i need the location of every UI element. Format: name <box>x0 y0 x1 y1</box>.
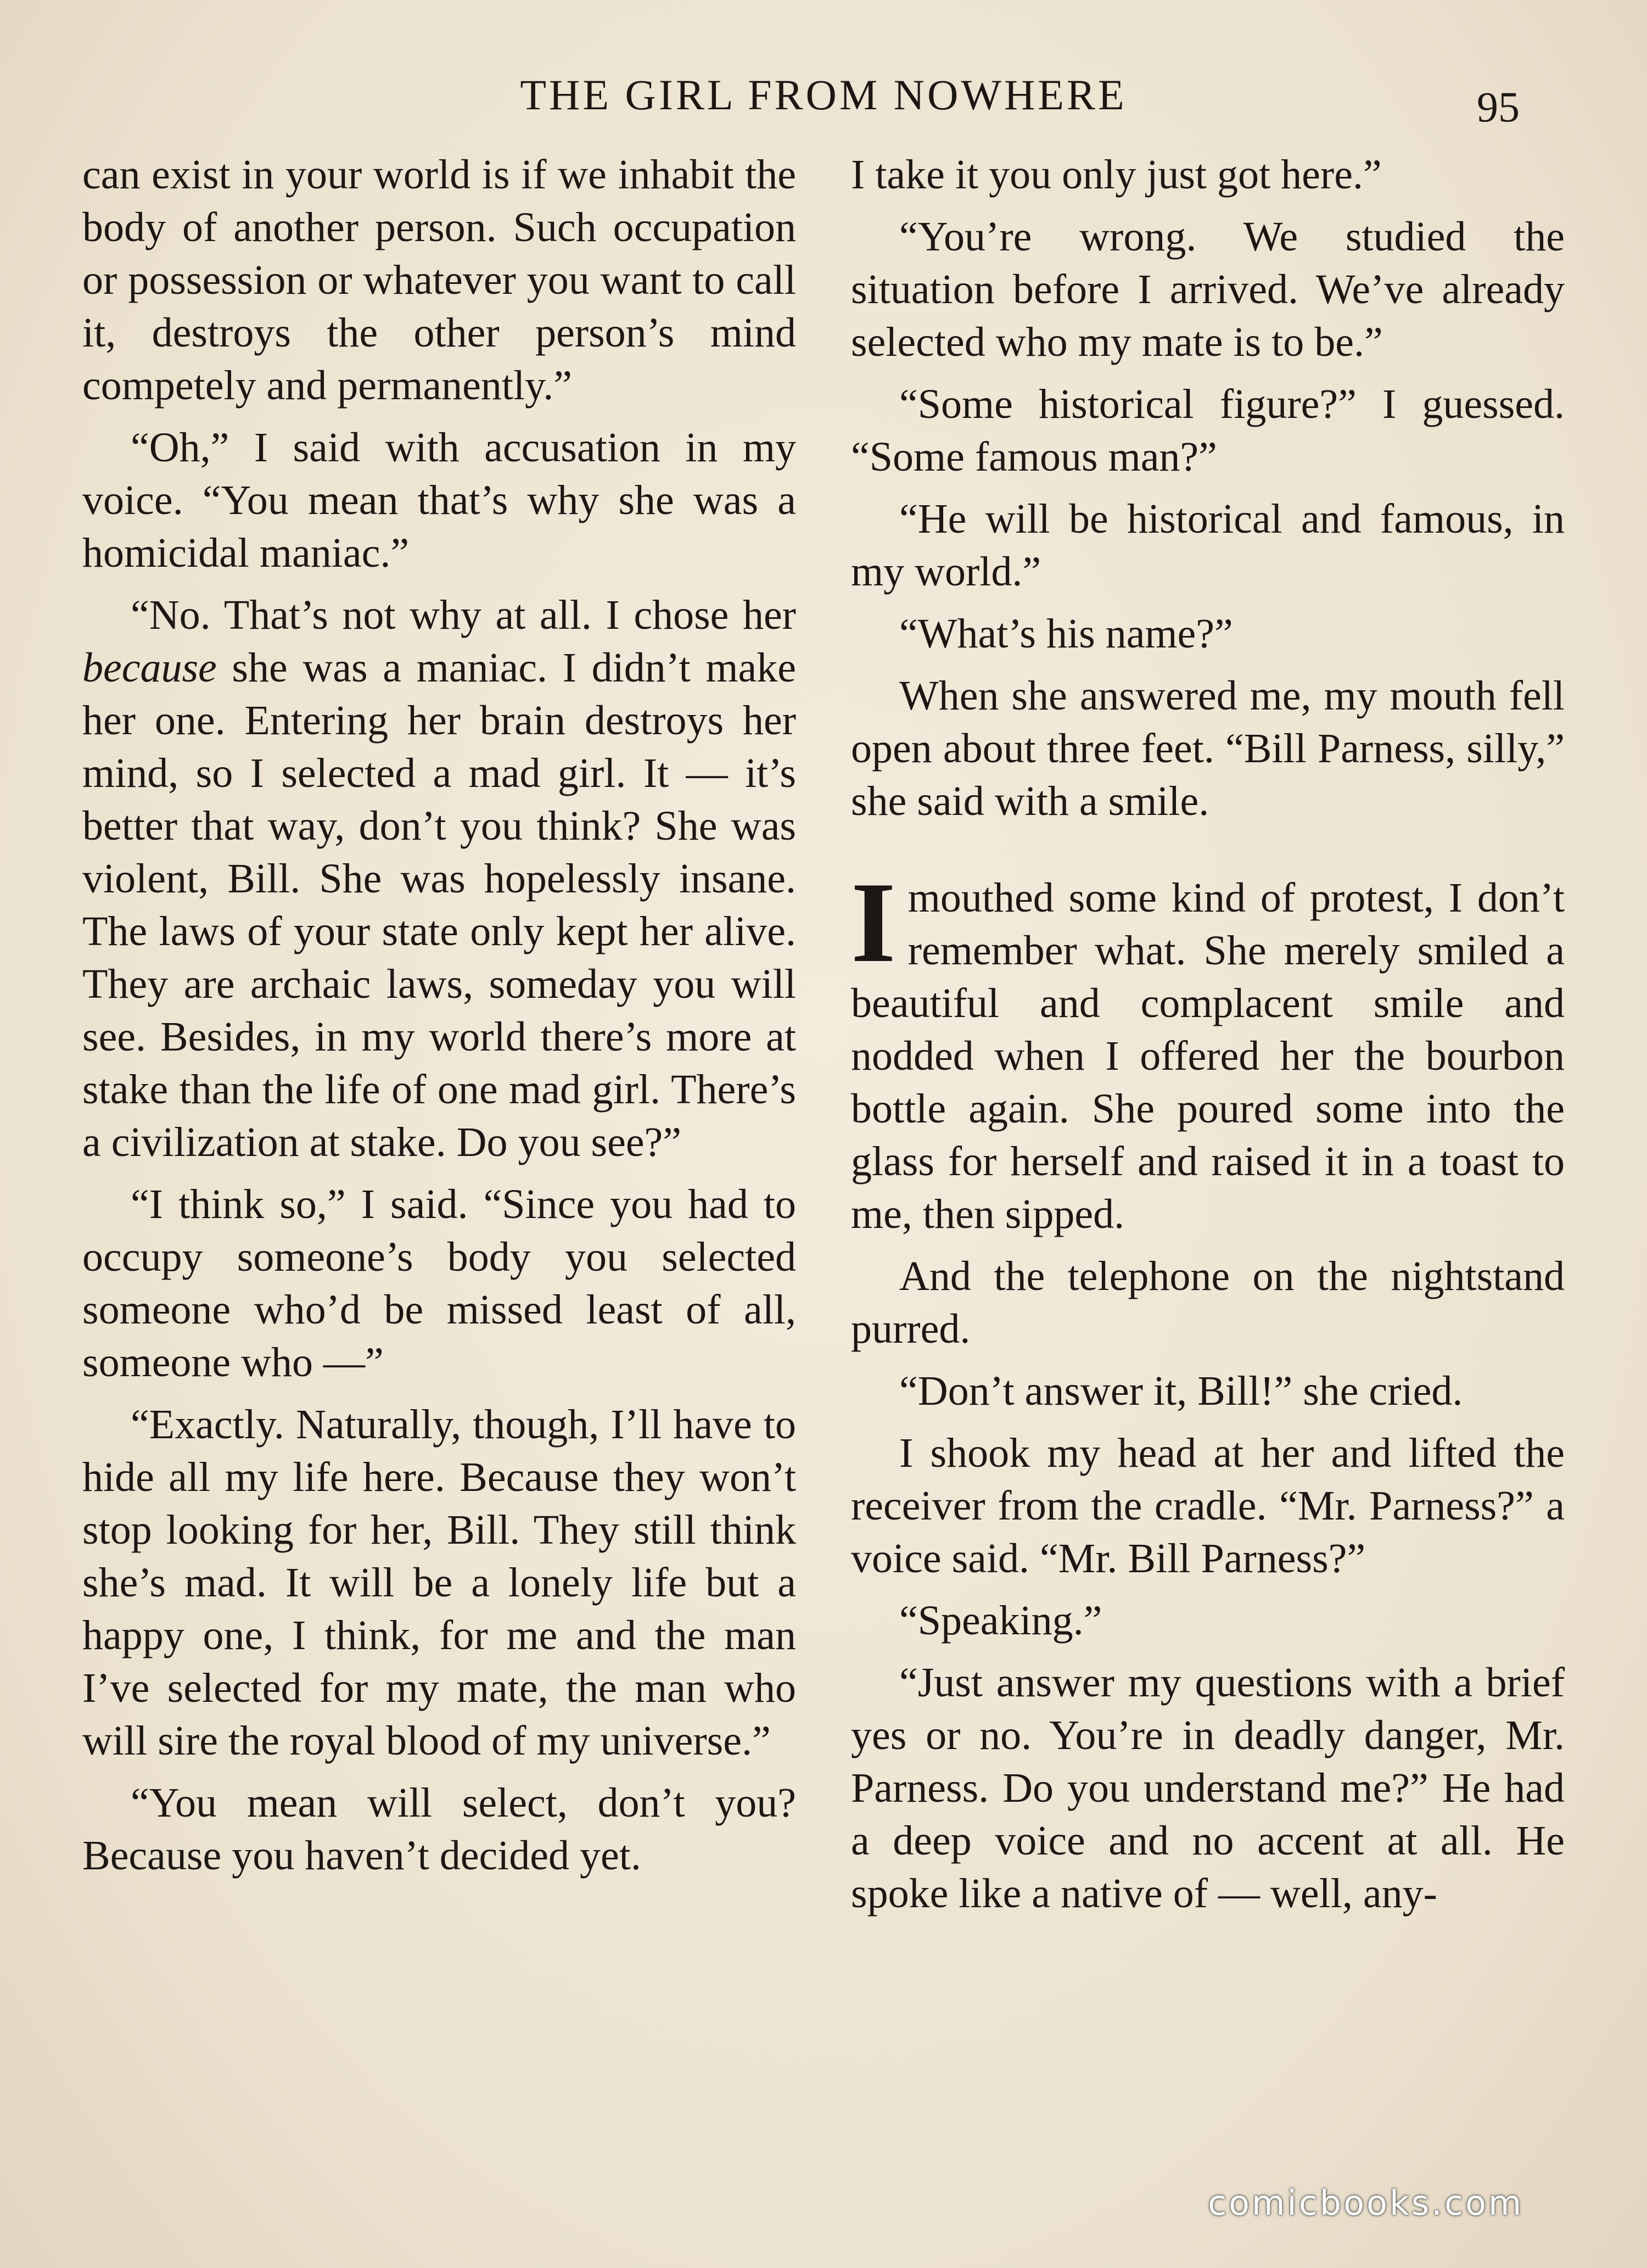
paragraph: “You mean will select, don’t you? Because you haven’t decided yet. <box>82 1780 796 1879</box>
paragraph: can exist in your world is if we inhabit the body of another person. Such occupation or possession or whatever you want to call it, destroys the other person’s mind competely and permanently.” <box>82 152 796 409</box>
paragraph: And the telephone on the nightstand purred. <box>851 1253 1565 1352</box>
paragraph: “Some historical figure?” I guessed. “Some famous man?” <box>851 381 1565 480</box>
paragraph: “Exactly. Naturally, though, I’ll have to hide all my life here. Because they won’t stop looking for her, Bill. They still think she’s mad. It will be a lonely life but a happy one, I think, for me and the man I’ve selected for my mate, the man who will sire the royal blood of my universe.” <box>82 1401 796 1764</box>
left-column <box>82 148 796 1891</box>
italic-word: because <box>82 645 217 691</box>
section-paragraph <box>851 859 1565 1241</box>
running-title: THE GIRL FROM NOWHERE <box>520 71 1127 119</box>
paragraph: I shook my head at her and lifted the receiver from the cradle. “Mr. Parness?” a voice said. “Mr. Bill Parness?” <box>851 1430 1565 1582</box>
paragraph: “He will be historical and famous, in my world.” <box>851 496 1565 595</box>
paragraph: “You’re wrong. We studied the situation before I arrived. We’ve already selected who my mate is to be.” <box>851 214 1565 365</box>
paragraph <box>82 589 796 1169</box>
page-number: 95 <box>1477 83 1520 131</box>
paragraph: I take it you only just got here.” <box>851 152 1382 198</box>
paragraph: “Just answer my questions with a brief yes or no. You’re in deadly danger, Mr. Parness. Do you understand me?” He had a deep voice and no accent at all. He spoke like a native of — well, any- <box>851 1660 1565 1917</box>
paragraph-text: “No. That’s not why at all. I chose her <box>131 592 796 638</box>
paragraph: “What’s his name?” <box>899 611 1233 657</box>
paragraph: “I think so,” I said. “Since you had to occupy someone’s body you selected someone who’d be missed least of all, someone who —” <box>82 1181 796 1386</box>
watermark-logo: comicbooks.com <box>1208 2183 1524 2223</box>
right-column <box>851 148 1565 1929</box>
paragraph: When she answered me, my mouth fell open about three feet. “Bill Parness, silly,” she said with a smile. <box>851 673 1565 824</box>
drop-cap: I <box>851 859 896 986</box>
paragraph: “Speaking.” <box>899 1597 1102 1644</box>
paragraph-text: mouthed some kind of protest, I don’t remember what. She merely smiled a beautiful and complacent smile and nodded when I offered her the bourbon bottle again. She poured some into the glass for herself and raised it in a toast to me, then sipped. <box>851 875 1565 1237</box>
paragraph-text: she was a maniac. I didn’t make her one. Entering her brain destroys her mind, so I selected a mad girl. It — it’s better that way, don’t you think? She was violent, Bill. She was hopelessly insane. The laws of your state only kept her alive. They are archaic laws, someday you will see. Besides, in my world there’s more at stake than the life of one mad girl. There’s a civilization at stake. Do you see?” <box>82 645 796 1165</box>
paragraph: “Oh,” I said with accusation in my voice. “You mean that’s why she was a homicidal maniac.” <box>82 424 796 576</box>
paragraph: “Don’t answer it, Bill!” she cried. <box>899 1368 1463 1414</box>
